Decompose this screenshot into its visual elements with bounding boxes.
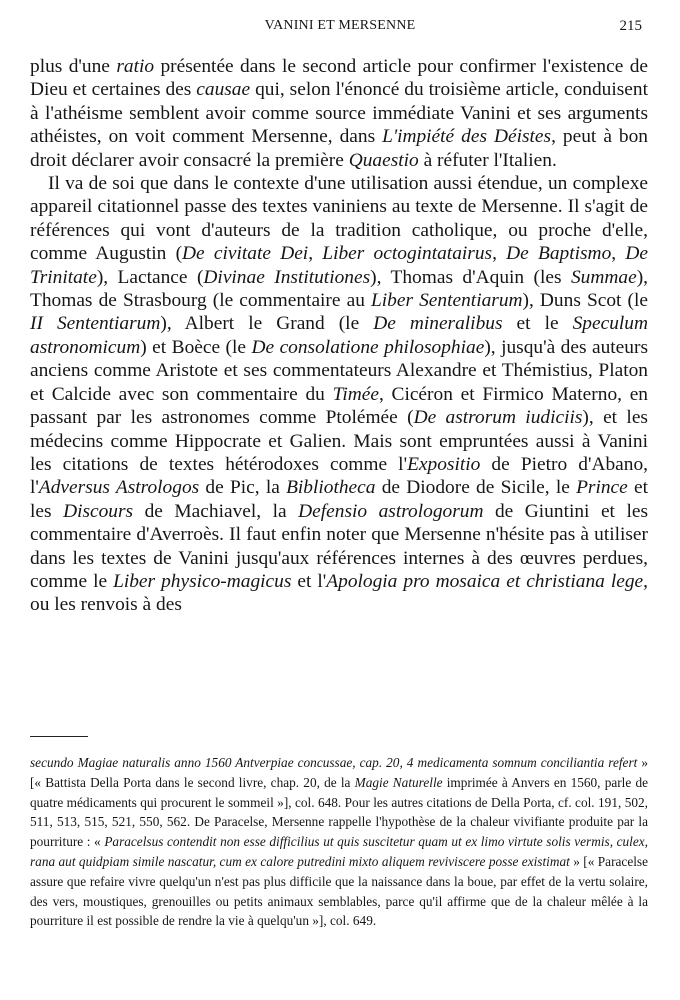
- italic-title: De consolatione philosophiae: [251, 336, 485, 358]
- italic-title: De Trinitate: [30, 243, 648, 288]
- text-run: Il va de soi que dans le contexte d'une utilisation aussi étendue, un complexe appareil citationnel passe des textes vaniniens au texte de Mersenne. Il s'agit de références qui vont d'auteurs de la tradition catholique, ou proche d'elle, comme Augustin (: [30, 173, 648, 265]
- latin-quote: secundo Magiae naturalis anno 1560 Antverpiae concussae, cap. 20, 4 medicamenta somnum conciliantia refert: [30, 755, 638, 770]
- text-run: , ou les renvois à des: [30, 570, 648, 616]
- running-title: VANINI ET MERSENNE: [264, 18, 416, 33]
- text-run: de Pietro d'Abano, l': [30, 453, 648, 499]
- main-text: [30, 55, 648, 617]
- italic-title: Summae: [570, 266, 637, 288]
- italic-title: De mineralibus: [373, 313, 503, 335]
- italic-term: ratio: [116, 56, 155, 77]
- footnote-paragraph: [30, 753, 648, 931]
- text-run: , Cicéron et Firmico Materno, en passant par les astronomes comme Ptolémée (: [30, 383, 649, 429]
- page-number: 215: [619, 18, 642, 34]
- text-run: et l': [291, 570, 327, 592]
- text-run: présentée dans le second article pour confirmer l'existence de Dieu et certaines des: [30, 56, 648, 101]
- latin-quote: Paracelsus contendit non esse difficilius ut quis suscitetur quam ut ex limo virtute solis vermis, culex, rana aut quidpiam simile nascatur, cum ex calore putredini mixto aliquem reviviscere posse existimat: [30, 834, 648, 869]
- italic-title: Bibliotheca: [286, 477, 376, 499]
- paragraph-1: [30, 55, 648, 172]
- text-run: à réfuter l'Italien.: [418, 149, 557, 171]
- italic-title: Discours: [63, 500, 134, 522]
- text-run: » [« Paracelse assure que refaire vivre quelqu'un n'est pas plus difficile que la naissance dans la boue, par effet de la vertu solaire, des vers, moustiques, grenouilles ou petits animaux semblables, parce qu'il affirme que de la chaleur mêlée à la pourriture il est possible de rendre la vie à quelqu'un »], col. 649.: [30, 853, 648, 929]
- paragraph-2: [30, 172, 648, 617]
- text-run: ), Lactance (: [96, 266, 204, 288]
- text-run: de Giuntini et les commentaire d'Averroès. Il faut enfin noter que Mersenne n'hésite pas à utiliser dans les textes de Vanini jusqu'aux références internes à des œuvres perdues, comme le: [30, 500, 648, 592]
- text-run: ,: [308, 243, 323, 265]
- italic-title: De Baptismo: [506, 243, 612, 265]
- text-run: ) et Boèce (le: [140, 336, 252, 358]
- text-run: ,: [611, 243, 626, 265]
- text-run: et le: [502, 313, 573, 335]
- italic-title: II Sententiarum: [30, 313, 161, 335]
- text-run: imprimée à Anvers en 1560, parle de quatre médicaments qui procurent le sommeil »], col. 648. Pour les autres citations de Della Porta, cf. col. 191, 502, 511, 513, 515, 521, 550, 562. De Paracelse, Mersenne rappelle l'hypothèse de la chaleur vivifiante produite par la pourriture : «: [30, 774, 649, 850]
- italic-title: Expositio: [407, 453, 481, 475]
- italic-title: Liber physico-magicus: [113, 570, 292, 592]
- text-run: de Pic, la: [199, 477, 287, 499]
- italic-title: Timée: [332, 383, 379, 405]
- text-run: ), Thomas d'Aquin (les: [370, 266, 571, 288]
- text-run: ), Albert le Grand (le: [160, 313, 374, 335]
- footnote-separator: [30, 736, 88, 737]
- italic-title: Liber octogintatairus: [322, 243, 493, 265]
- italic-title: L'impiété des Déistes: [382, 126, 552, 148]
- running-header: [30, 18, 650, 40]
- italic-title: Prince: [576, 477, 628, 499]
- text-run: et les: [30, 477, 649, 522]
- italic-title: De astrorum iudiciis: [413, 407, 583, 429]
- italic-term: causae: [196, 79, 251, 101]
- footnote: [30, 753, 648, 931]
- text-run: , peut à bon droit déclarer avoir consacré la première: [30, 126, 649, 171]
- text-run: ), jusqu'à des auteurs anciens comme Aristote et ses commentateurs Alexandre et Thémistius, Platon et Calcide avec son commentaire du: [30, 336, 648, 405]
- text-run: de Machiavel, la: [133, 500, 299, 522]
- text-run: » [« Battista Della Porta dans le second livre, chap. 20, de la: [30, 755, 648, 790]
- italic-term: Quaestio: [348, 149, 419, 171]
- italic-title: Speculum astronomicum: [30, 313, 648, 358]
- text-run: plus d'une: [30, 56, 117, 77]
- text-run: qui, selon l'énoncé du troisième article, conduisent à l'athéisme semblent avoir comme source immédiate Vanini et ses arguments athéistes, on voit comment Mersenne, dans: [30, 79, 649, 148]
- text-run: de Diodore de Sicile, le: [375, 477, 577, 499]
- italic-title: Liber Sententiarum: [371, 290, 523, 312]
- text-run: ), et les médecins comme Hippocrate et Galien. Mais sont empruntées aussi à Vanini les citations de textes hétérodoxes comme l': [30, 407, 648, 475]
- italic-title: Defensio astrologorum: [298, 500, 484, 522]
- italic-title: De civitate Dei: [182, 243, 309, 265]
- text-run: ,: [492, 243, 507, 265]
- italic-title: Adversus Astrologos: [38, 477, 200, 499]
- italic-title: Apologia pro mosaica et christiana lege: [326, 570, 644, 592]
- italic-title: Divinae Institutiones: [203, 266, 371, 288]
- italic-title: Magie Naturelle: [354, 774, 443, 790]
- text-run: ), Thomas de Strasbourg (le commentaire au: [30, 266, 648, 312]
- text-run: ), Duns Scot (le: [522, 290, 648, 312]
